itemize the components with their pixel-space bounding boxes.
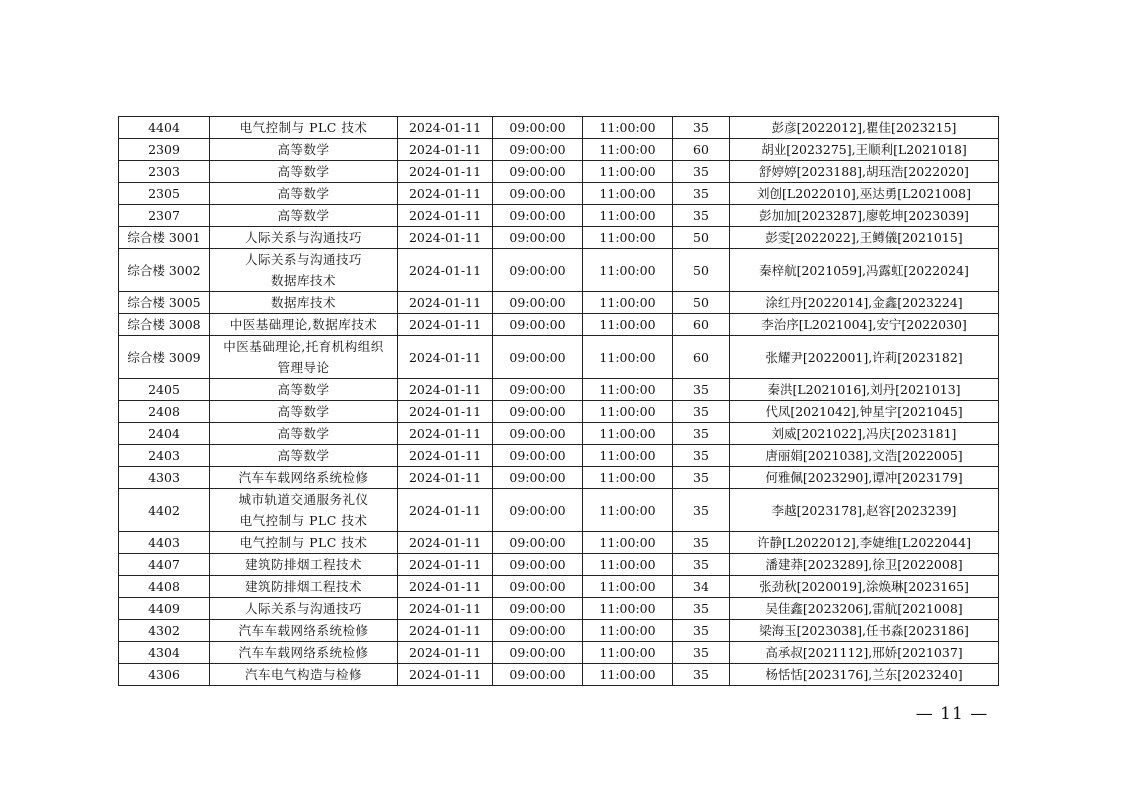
course-cell — [210, 161, 398, 183]
start-time-cell: 09:00:00 — [493, 576, 583, 598]
course-line: 高等数学 — [277, 448, 330, 463]
table-row — [119, 314, 999, 336]
course-line: 高等数学 — [277, 404, 330, 419]
date-cell: 2024-01-11 — [398, 183, 493, 205]
course-line: 高等数学 — [277, 382, 330, 397]
course-line: 建筑防排烟工程技术 — [244, 557, 362, 572]
table-row — [119, 445, 999, 467]
start-time-cell: 09:00:00 — [493, 379, 583, 401]
end-time-cell: 11:00:00 — [583, 598, 673, 620]
date-cell: 2024-01-11 — [398, 401, 493, 423]
student-count-cell: 35 — [673, 423, 730, 445]
proctors-cell: 何雅佩[2023290],谭冲[2023179] — [730, 467, 999, 489]
table-row — [119, 161, 999, 183]
end-time-cell: 11:00:00 — [583, 379, 673, 401]
course-cell — [210, 598, 398, 620]
room-cell: 4407 — [119, 554, 210, 576]
course-line: 人际关系与沟通技巧 — [244, 601, 362, 616]
student-count-cell: 60 — [673, 314, 730, 336]
end-time-cell: 11:00:00 — [583, 227, 673, 249]
start-time-cell: 09:00:00 — [493, 227, 583, 249]
date-cell: 2024-01-11 — [398, 336, 493, 379]
student-count-cell: 35 — [673, 620, 730, 642]
course-line: 电气控制与 PLC 技术 — [239, 120, 368, 135]
date-cell: 2024-01-11 — [398, 292, 493, 314]
table-row — [119, 401, 999, 423]
end-time-cell: 11:00:00 — [583, 139, 673, 161]
start-time-cell: 09:00:00 — [493, 183, 583, 205]
proctors-cell: 李越[2023178],赵容[2023239] — [730, 489, 999, 532]
date-cell: 2024-01-11 — [398, 161, 493, 183]
table-row — [119, 227, 999, 249]
table-row — [119, 664, 999, 686]
date-cell: 2024-01-11 — [398, 249, 493, 292]
room-cell: 2405 — [119, 379, 210, 401]
end-time-cell: 11:00:00 — [583, 117, 673, 139]
course-cell — [210, 336, 398, 379]
table-row — [119, 292, 999, 314]
start-time-cell: 09:00:00 — [493, 489, 583, 532]
course-cell — [210, 249, 398, 292]
student-count-cell: 35 — [673, 554, 730, 576]
date-cell: 2024-01-11 — [398, 598, 493, 620]
course-line: 中医基础理论,托育机构组织 — [223, 339, 384, 354]
page-number: — 11 — — [915, 704, 989, 724]
table-row — [119, 423, 999, 445]
course-line: 汽车电气构造与检修 — [244, 667, 362, 682]
date-cell: 2024-01-11 — [398, 379, 493, 401]
end-time-cell: 11:00:00 — [583, 314, 673, 336]
room-cell: 4302 — [119, 620, 210, 642]
course-cell — [210, 620, 398, 642]
student-count-cell: 35 — [673, 205, 730, 227]
start-time-cell: 09:00:00 — [493, 467, 583, 489]
date-cell: 2024-01-11 — [398, 445, 493, 467]
end-time-cell: 11:00:00 — [583, 467, 673, 489]
proctors-cell: 刘创[L2022010],巫达勇[L2021008] — [730, 183, 999, 205]
end-time-cell: 11:00:00 — [583, 642, 673, 664]
room-cell: 4304 — [119, 642, 210, 664]
course-line: 人际关系与沟通技巧 — [244, 230, 362, 245]
table-row — [119, 620, 999, 642]
exam-schedule-table — [118, 116, 999, 686]
schedule-body — [119, 117, 999, 686]
student-count-cell: 35 — [673, 117, 730, 139]
course-line: 高等数学 — [277, 426, 330, 441]
course-line: 数据库技术 — [270, 273, 336, 288]
course-line: 汽车车载网络系统检修 — [238, 645, 369, 660]
start-time-cell: 09:00:00 — [493, 445, 583, 467]
table-row — [119, 249, 999, 292]
proctors-cell: 许静[L2022012],李婕维[L2022044] — [730, 532, 999, 554]
start-time-cell: 09:00:00 — [493, 554, 583, 576]
student-count-cell: 35 — [673, 532, 730, 554]
room-cell: 2404 — [119, 423, 210, 445]
course-cell — [210, 117, 398, 139]
end-time-cell: 11:00:00 — [583, 576, 673, 598]
date-cell: 2024-01-11 — [398, 467, 493, 489]
room-cell: 4409 — [119, 598, 210, 620]
course-cell — [210, 489, 398, 532]
proctors-cell: 高承叔[2021112],邢娇[2021037] — [730, 642, 999, 664]
course-line: 高等数学 — [277, 186, 330, 201]
table-row — [119, 598, 999, 620]
start-time-cell: 09:00:00 — [493, 532, 583, 554]
course-cell — [210, 379, 398, 401]
end-time-cell: 11:00:00 — [583, 423, 673, 445]
end-time-cell: 11:00:00 — [583, 205, 673, 227]
end-time-cell: 11:00:00 — [583, 445, 673, 467]
date-cell: 2024-01-11 — [398, 139, 493, 161]
student-count-cell: 35 — [673, 664, 730, 686]
end-time-cell: 11:00:00 — [583, 401, 673, 423]
start-time-cell: 09:00:00 — [493, 314, 583, 336]
start-time-cell: 09:00:00 — [493, 598, 583, 620]
date-cell: 2024-01-11 — [398, 664, 493, 686]
course-line: 建筑防排烟工程技术 — [244, 579, 362, 594]
room-cell: 2305 — [119, 183, 210, 205]
course-cell — [210, 642, 398, 664]
start-time-cell: 09:00:00 — [493, 423, 583, 445]
course-cell — [210, 664, 398, 686]
date-cell: 2024-01-11 — [398, 642, 493, 664]
student-count-cell: 35 — [673, 379, 730, 401]
room-cell: 4306 — [119, 664, 210, 686]
date-cell: 2024-01-11 — [398, 532, 493, 554]
proctors-cell: 胡业[2023275],王顺利[L2021018] — [730, 139, 999, 161]
end-time-cell: 11:00:00 — [583, 554, 673, 576]
proctors-cell: 李治序[L2021004],安宁[2022030] — [730, 314, 999, 336]
room-cell: 2309 — [119, 139, 210, 161]
course-line: 电气控制与 PLC 技术 — [239, 535, 368, 550]
student-count-cell: 60 — [673, 139, 730, 161]
date-cell: 2024-01-11 — [398, 117, 493, 139]
proctors-cell: 代凤[2021042],钟星宇[2021045] — [730, 401, 999, 423]
proctors-cell: 吴佳鑫[2023206],雷航[2021008] — [730, 598, 999, 620]
table-row — [119, 532, 999, 554]
proctors-cell: 张劲秋[2020019],涂焕琳[2023165] — [730, 576, 999, 598]
start-time-cell: 09:00:00 — [493, 117, 583, 139]
proctors-cell: 潘建莽[2023289],徐卫[2022008] — [730, 554, 999, 576]
student-count-cell: 35 — [673, 183, 730, 205]
course-cell — [210, 292, 398, 314]
student-count-cell: 50 — [673, 249, 730, 292]
course-line: 城市轨道交通服务礼仪 — [238, 492, 369, 507]
room-cell: 4303 — [119, 467, 210, 489]
proctors-cell: 梁海玉[2023038],任书淼[2023186] — [730, 620, 999, 642]
end-time-cell: 11:00:00 — [583, 183, 673, 205]
student-count-cell: 35 — [673, 489, 730, 532]
room-cell: 综合楼 3002 — [119, 249, 210, 292]
end-time-cell: 11:00:00 — [583, 292, 673, 314]
proctors-cell: 涂红丹[2022014],金鑫[2023224] — [730, 292, 999, 314]
room-cell: 4402 — [119, 489, 210, 532]
course-line: 人际关系与沟通技巧 — [244, 252, 362, 267]
start-time-cell: 09:00:00 — [493, 249, 583, 292]
table-row — [119, 489, 999, 532]
room-cell: 综合楼 3008 — [119, 314, 210, 336]
course-line: 高等数学 — [277, 208, 330, 223]
start-time-cell: 09:00:00 — [493, 161, 583, 183]
proctors-cell: 张耀尹[2022001],许莉[2023182] — [730, 336, 999, 379]
course-line: 汽车车载网络系统检修 — [238, 623, 369, 638]
course-line: 电气控制与 PLC 技术 — [239, 513, 368, 528]
course-line: 高等数学 — [277, 164, 330, 179]
student-count-cell: 35 — [673, 642, 730, 664]
table-row — [119, 205, 999, 227]
student-count-cell: 34 — [673, 576, 730, 598]
start-time-cell: 09:00:00 — [493, 664, 583, 686]
end-time-cell: 11:00:00 — [583, 161, 673, 183]
date-cell: 2024-01-11 — [398, 576, 493, 598]
room-cell: 4408 — [119, 576, 210, 598]
date-cell: 2024-01-11 — [398, 554, 493, 576]
start-time-cell: 09:00:00 — [493, 205, 583, 227]
course-line: 中医基础理论,数据库技术 — [229, 317, 378, 332]
course-cell — [210, 423, 398, 445]
student-count-cell: 35 — [673, 467, 730, 489]
table-row — [119, 576, 999, 598]
date-cell: 2024-01-11 — [398, 423, 493, 445]
table-row — [119, 117, 999, 139]
proctors-cell: 舒婷婷[2023188],胡珏浩[2022020] — [730, 161, 999, 183]
proctors-cell: 秦洪[L2021016],刘丹[2021013] — [730, 379, 999, 401]
course-cell — [210, 554, 398, 576]
student-count-cell: 35 — [673, 401, 730, 423]
student-count-cell: 35 — [673, 598, 730, 620]
proctors-cell: 彭雯[2022022],王鳟儀[2021015] — [730, 227, 999, 249]
end-time-cell: 11:00:00 — [583, 336, 673, 379]
course-cell — [210, 401, 398, 423]
table-row — [119, 554, 999, 576]
proctors-cell: 刘威[2021022],冯庆[2023181] — [730, 423, 999, 445]
student-count-cell: 50 — [673, 227, 730, 249]
end-time-cell: 11:00:00 — [583, 489, 673, 532]
course-cell — [210, 576, 398, 598]
date-cell: 2024-01-11 — [398, 314, 493, 336]
start-time-cell: 09:00:00 — [493, 401, 583, 423]
end-time-cell: 11:00:00 — [583, 249, 673, 292]
room-cell: 4403 — [119, 532, 210, 554]
room-cell: 综合楼 3009 — [119, 336, 210, 379]
student-count-cell: 50 — [673, 292, 730, 314]
proctors-cell: 彭彦[2022012],瞿佳[2023215] — [730, 117, 999, 139]
table-row — [119, 183, 999, 205]
room-cell: 综合楼 3005 — [119, 292, 210, 314]
course-cell — [210, 227, 398, 249]
course-cell — [210, 532, 398, 554]
proctors-cell: 彭加加[2023287],廖乾坤[2023039] — [730, 205, 999, 227]
proctors-cell: 唐丽娟[2021038],文浩[2022005] — [730, 445, 999, 467]
table-row — [119, 642, 999, 664]
proctors-cell: 秦梓航[2021059],冯露虹[2022024] — [730, 249, 999, 292]
student-count-cell: 60 — [673, 336, 730, 379]
room-cell: 4404 — [119, 117, 210, 139]
course-line: 汽车车载网络系统检修 — [238, 470, 369, 485]
room-cell: 2403 — [119, 445, 210, 467]
start-time-cell: 09:00:00 — [493, 292, 583, 314]
course-cell — [210, 139, 398, 161]
course-line: 数据库技术 — [270, 295, 336, 310]
student-count-cell: 35 — [673, 445, 730, 467]
room-cell: 2408 — [119, 401, 210, 423]
course-cell — [210, 467, 398, 489]
room-cell: 2303 — [119, 161, 210, 183]
course-line: 管理导论 — [277, 360, 330, 375]
table-row — [119, 139, 999, 161]
start-time-cell: 09:00:00 — [493, 642, 583, 664]
room-cell: 综合楼 3001 — [119, 227, 210, 249]
date-cell: 2024-01-11 — [398, 489, 493, 532]
course-cell — [210, 205, 398, 227]
table-row — [119, 379, 999, 401]
start-time-cell: 09:00:00 — [493, 620, 583, 642]
table-row — [119, 467, 999, 489]
table-row — [119, 336, 999, 379]
date-cell: 2024-01-11 — [398, 227, 493, 249]
start-time-cell: 09:00:00 — [493, 139, 583, 161]
end-time-cell: 11:00:00 — [583, 664, 673, 686]
course-cell — [210, 445, 398, 467]
student-count-cell: 35 — [673, 161, 730, 183]
course-cell — [210, 183, 398, 205]
date-cell: 2024-01-11 — [398, 205, 493, 227]
proctors-cell: 杨恬恬[2023176],兰东[2023240] — [730, 664, 999, 686]
end-time-cell: 11:00:00 — [583, 620, 673, 642]
room-cell: 2307 — [119, 205, 210, 227]
date-cell: 2024-01-11 — [398, 620, 493, 642]
course-cell — [210, 314, 398, 336]
end-time-cell: 11:00:00 — [583, 532, 673, 554]
course-line: 高等数学 — [277, 142, 330, 157]
start-time-cell: 09:00:00 — [493, 336, 583, 379]
